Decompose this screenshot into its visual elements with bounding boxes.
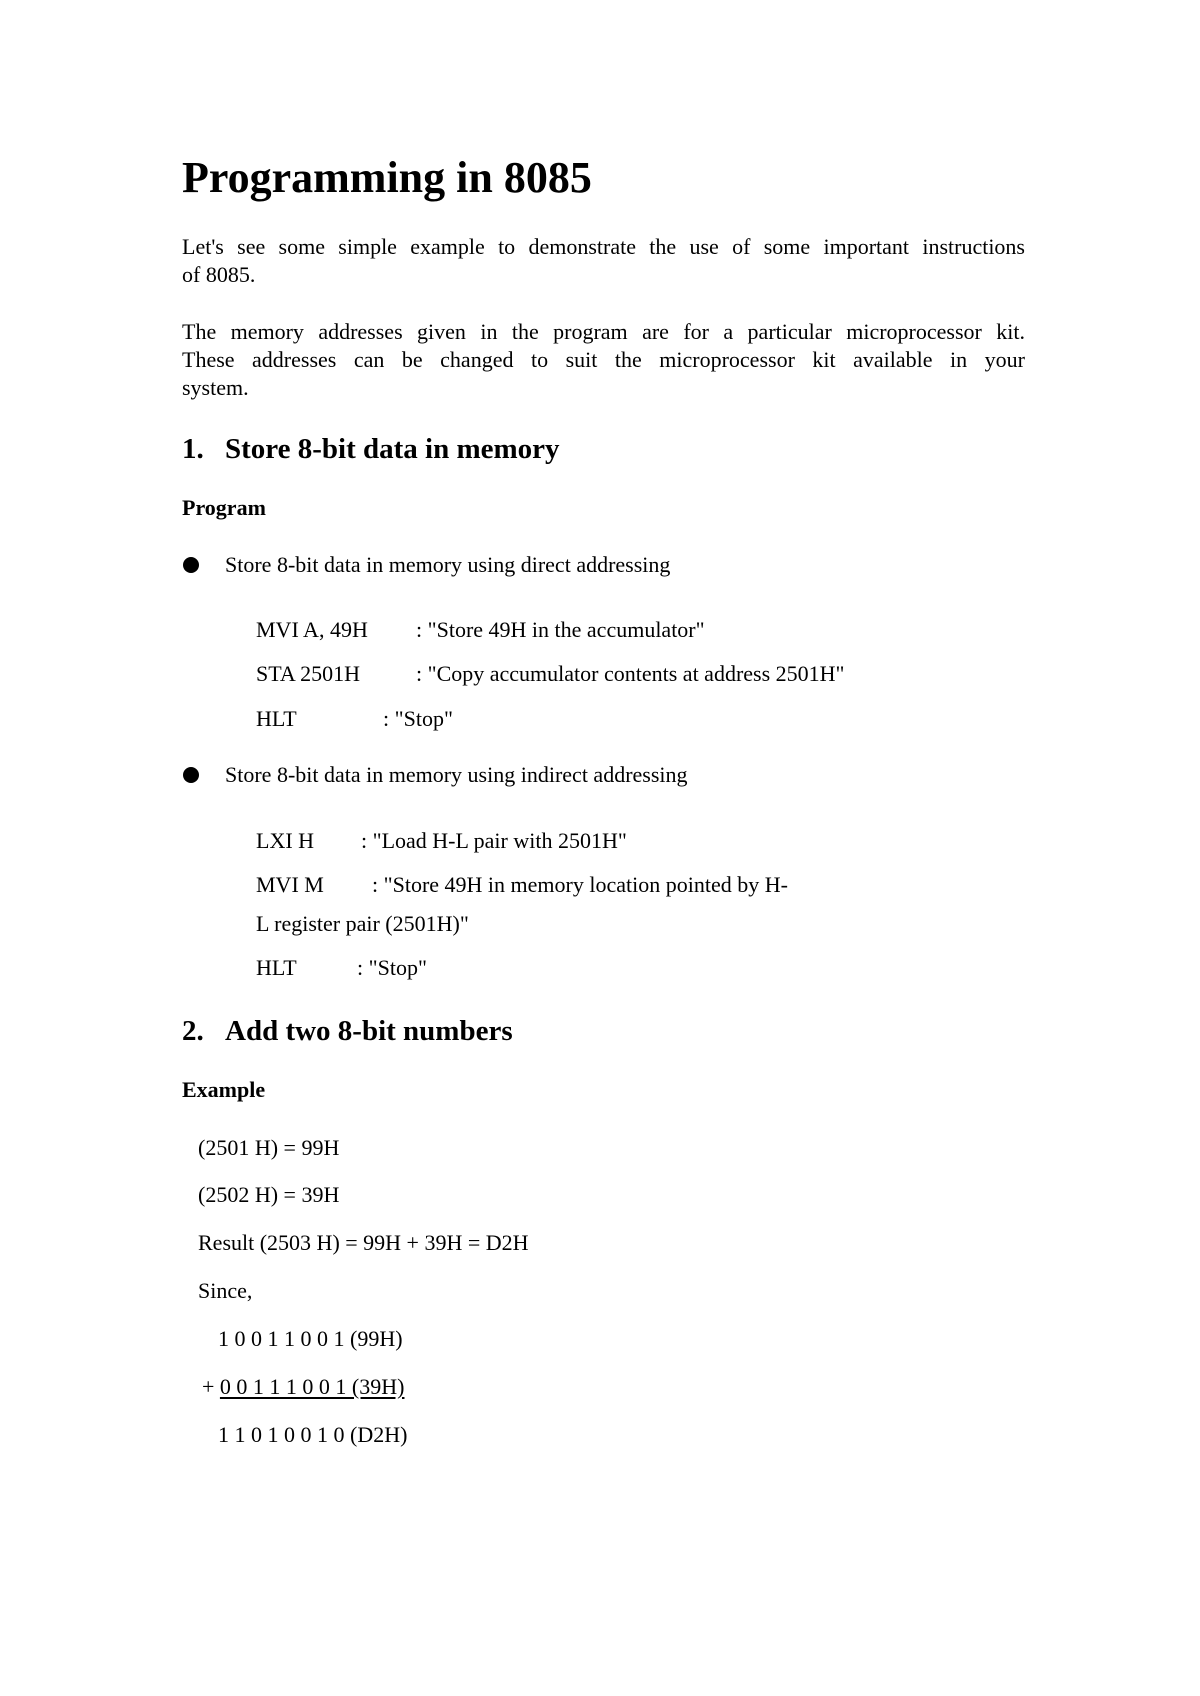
example-line: (2501 H) = 99H — [198, 1135, 340, 1160]
memory-note-line: The memory addresses given in the program are for a particular microprocessor kit. — [182, 319, 1025, 344]
section-2-heading — [182, 1017, 513, 1046]
page-title: Programming in 8085 — [182, 153, 592, 202]
code-opcode: LXI H — [256, 828, 315, 853]
binary-row-1: 1 0 0 1 1 0 0 1 (99H) — [218, 1326, 403, 1351]
section-2-subheading: Example — [182, 1077, 266, 1102]
bullet-icon — [183, 557, 199, 573]
code-comment: : "Stop" — [383, 706, 453, 731]
code-comment: L register pair (2501H)" — [256, 911, 469, 936]
plus-sign: + — [202, 1374, 215, 1399]
section-title: Store 8-bit data in memory — [225, 433, 560, 465]
code-opcode: STA 2501H — [256, 661, 360, 686]
memory-note-line: These addresses can be changed to suit the microprocessor kit available in your — [182, 347, 1025, 372]
binary-result: 1 1 0 1 0 0 1 0 (D2H) — [218, 1422, 408, 1447]
code-opcode: MVI M — [256, 872, 324, 897]
bullet-1-text: Store 8-bit data in memory using direct addressing — [225, 552, 671, 577]
section-number: 1. — [182, 433, 204, 465]
code-comment: : "Load H-L pair with 2501H" — [361, 828, 627, 853]
binary-row-2 — [202, 1376, 404, 1398]
code-comment: : "Copy accumulator contents at address 2501H" — [416, 661, 845, 686]
section-1-subheading: Program — [182, 495, 266, 520]
example-line: (2502 H) = 39H — [198, 1182, 340, 1207]
example-line: Since, — [198, 1278, 253, 1303]
intro-line: Let's see some simple example to demonstrate the use of some important instructions — [182, 234, 1025, 259]
memory-note-paragraph — [182, 318, 1025, 402]
code-comment: : "Store 49H in the accumulator" — [416, 617, 705, 642]
section-number: 2. — [182, 1015, 204, 1047]
intro-paragraph — [182, 233, 1025, 289]
binary-addend: 0 0 1 1 1 0 0 1 (39H) — [219, 1374, 405, 1399]
code-opcode: HLT — [256, 706, 297, 731]
code-opcode: HLT — [256, 955, 297, 980]
bullet-icon — [183, 767, 199, 783]
code-comment: : "Store 49H in memory location pointed by H- — [372, 872, 788, 897]
code-comment: : "Stop" — [357, 955, 427, 980]
code-opcode: MVI A, 49H — [256, 617, 368, 642]
memory-note-line: system. — [182, 375, 249, 400]
section-1-heading — [182, 435, 560, 464]
section-title: Add two 8-bit numbers — [225, 1015, 513, 1047]
bullet-2-text: Store 8-bit data in memory using indirect addressing — [225, 762, 688, 787]
intro-line: of 8085. — [182, 262, 256, 287]
example-line: Result (2503 H) = 99H + 39H = D2H — [198, 1230, 529, 1255]
